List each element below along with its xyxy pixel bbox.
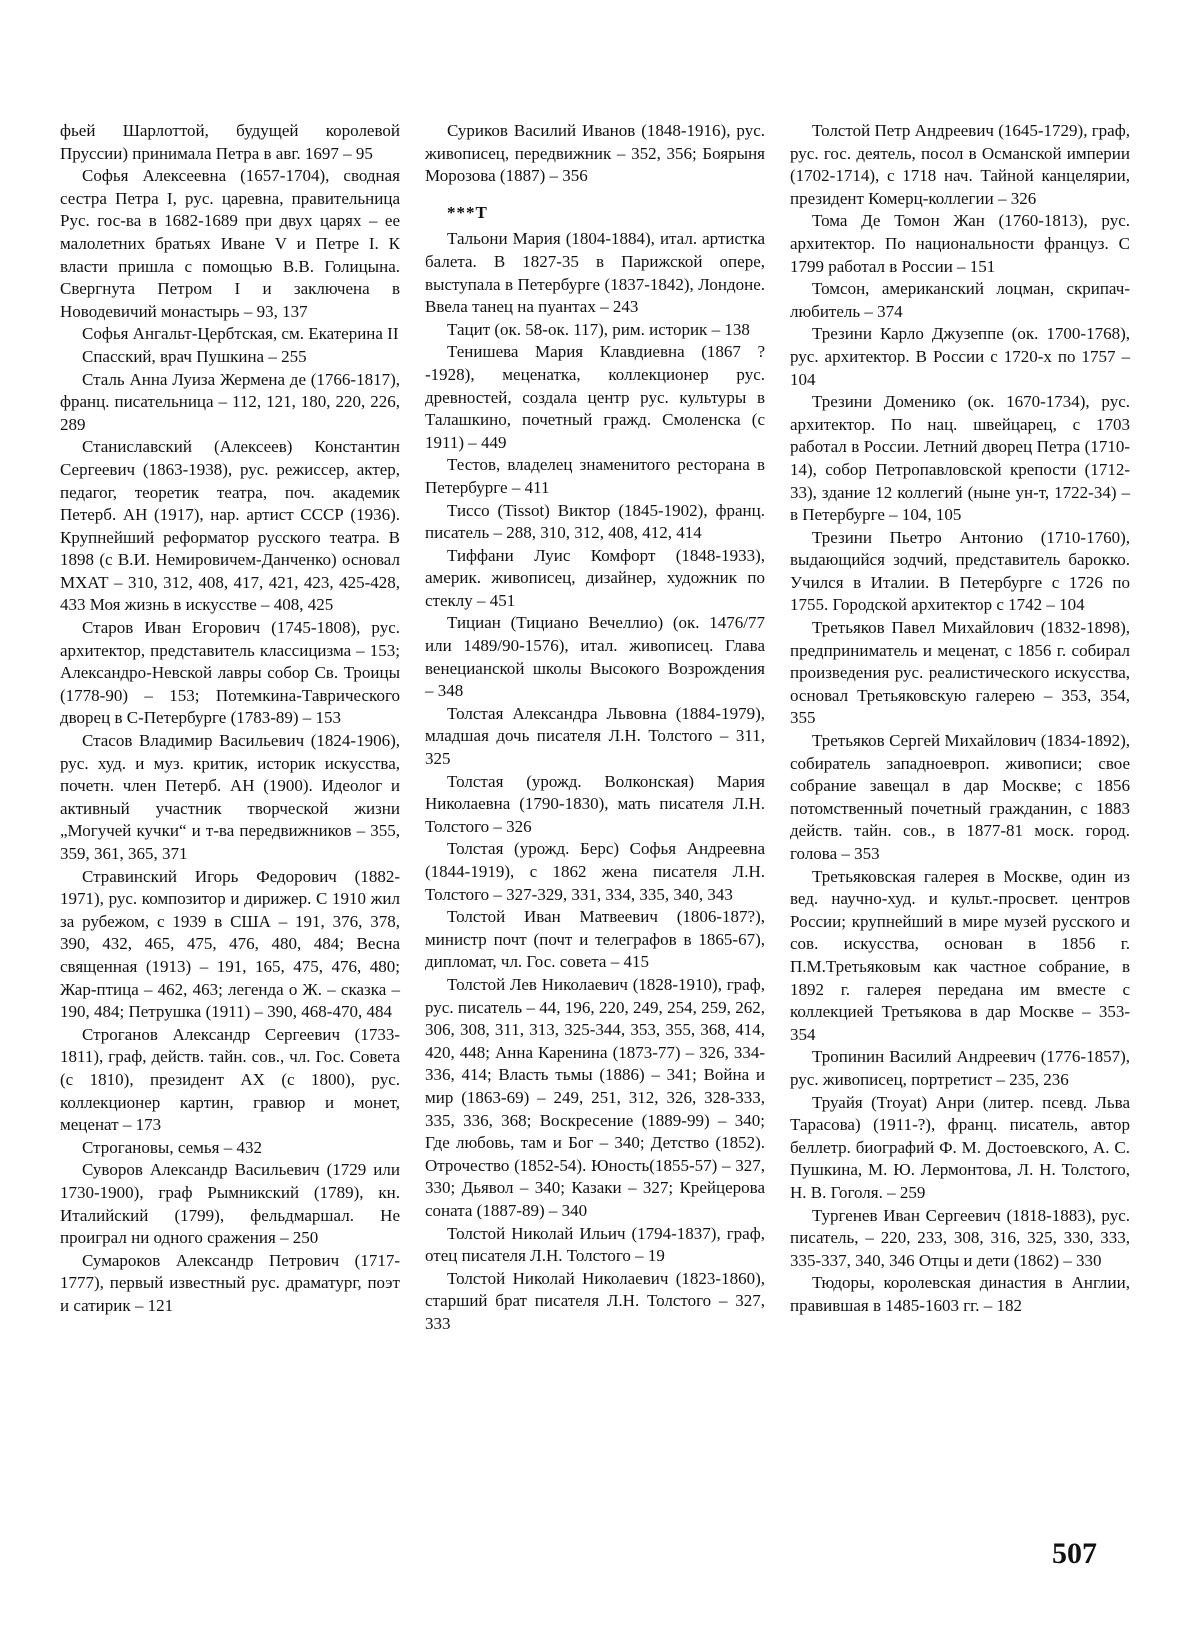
page-number: 507 [1052, 1537, 1097, 1570]
index-entry: Тенишева Мария Клавдиевна (1867 ?-1928), меценатка, коллекционер рус. древностей, создала центр рус. культуры в Талашкино, почетный гражд. Смоленска (с 1911) – 449 [425, 342, 765, 452]
index-entry: Стасов Владимир Васильевич (1824-1906), рус. худ. и муз. критик, историк искусства, почетн. член Петерб. АН (1900). Идеолог и активный участник творческой жизни „Могучей кучки“ и т-ва передвижников – 355, 359, 361, 365, 371 [60, 731, 400, 863]
index-entry: фьей Шарлоттой, будущей королевой Пруссии) принимала Петра в авг. 1697 – 95 [60, 121, 400, 163]
index-entry: Третьяков Сергей Михайлович (1834-1892), собиратель западноевроп. живописи; свое собрание завещал в дар Москве; с 1856 потомственный почетный гражданин, с 1883 действ. тайн. сов., в 1877-81 моск. город. голова – 353 [790, 731, 1130, 863]
index-entry: Толстой Иван Матвеевич (1806-187?), министр почт (почт и телеграфов в 1865-67), дипломат, чл. Гос. совета – 415 [425, 907, 765, 972]
index-entry: Толстая Александра Львовна (1884-1979), младшая дочь писателя Л.Н. Толстого – 311, 325 [425, 703, 765, 769]
index-entry: Толстой Петр Андреевич (1645-1729), граф, рус. гос. деятель, посол в Османской империи (1702-1714), с 1718 нач. Тайной канцелярии, президент Комерц-коллегии – 326 [790, 121, 1130, 208]
index-entry: Станиславский (Алексеев) Константин Сергеевич (1863-1938), рус. режиссер, актер, педагог, теоретик театра, поч. академик Петерб. АН (1917), нар. артист СССР (1936). Крупнейший реформатор русского театра. В 1898 (с В.И. Немировичем-Данченко) основал МХАТ – 310, 312, 408, 417, 421, 423, 425-428, 433 Моя жизнь в искусстве – 408, 425 [60, 437, 400, 615]
index-column-3 [790, 120, 1130, 1317]
index-entry: Толстой Николай Ильич (1794-1837), граф, отец писателя Л.Н. Толстого – 19 [425, 1223, 765, 1266]
index-entry: Тюдоры, королевская династия в Англии, правившая в 1485-1603 гг. – 182 [790, 1273, 1130, 1315]
index-entry: Тиффани Луис Комфорт (1848-1933), америк. живописец, дизайнер, художник по стеклу – 451 [425, 545, 765, 610]
index-entry: Строгановы, семья – 432 [82, 1137, 262, 1157]
index-entry: Сумароков Александр Петрович (1717-1777), первый известный рус. драматург, поэт и сатирик – 121 [60, 1250, 400, 1315]
index-column-2 [425, 120, 765, 1335]
index-entry: Спасский, врач Пушкина – 255 [82, 346, 307, 366]
index-entry: Толстая (урожд. Берс) Софья Андреевна (1844-1919), с 1862 жена писателя Л.Н. Толстого – 327-329, 331, 334, 335, 340, 343 [425, 839, 765, 904]
index-entry: Тома Де Томон Жан (1760-1813), рус. архитектор. По национальности француз. С 1799 работал в России – 151 [790, 211, 1130, 276]
index-entry: Томсон, американский лоцман, скрипач-любитель – 374 [790, 279, 1130, 321]
index-entry: Трезини Пьетро Антонио (1710-1760), выдающийся зодчий, представитель барокко. Учился в Италии. В Петербурге с 1726 по 1755. Городской архитектор с 1742 – 104 [790, 527, 1130, 615]
index-entry: Тацит (ок. 58-ок. 117), рим. историк – 138 [447, 319, 750, 339]
index-entry: Трезини Карло Джузеппе (ок. 1700-1768), рус. архитектор. В России с 1720-х по 1757 – 104 [790, 324, 1130, 389]
index-entry: Трезини Доменико (ок. 1670-1734), рус. архитектор. По нац. швейцарец, с 1703 работал в России. Летний дворец Петра (1710-14), собор Петропавловской крепости (1712-33), здание 12 коллегий (ныне ун-т, 1722-34) – в Петербурге – 104, 105 [790, 392, 1130, 525]
section-letter-heading: ***Т [447, 202, 488, 222]
index-entry: Третьяков Павел Михайлович (1832-1898), предприниматель и меценат, с 1856 г. собирал произведения рус. реалистического искусства, основал Третьяковскую галерею – 353, 354, 355 [790, 618, 1130, 728]
index-entry: Суворов Александр Васильевич (1729 или 1730-1900), граф Рымникский (1789), кн. Италийский (1799), фельдмаршал. Не проиграл ни одного сражения – 250 [60, 1160, 400, 1248]
index-entry: Толстая (урожд. Волконская) Мария Николаевна (1790-1830), мать писателя Л.Н. Толстого – 326 [425, 771, 765, 836]
index-entry: Труайя (Troyat) Анри (литер. псевд. Льва Тарасова) (1911-?), франц. писатель, автор беллетр. биографий Ф. М. Достоевского, А. С. Пушкина, М. Ю. Лермонтова, Л. Н. Толстого, Н. В. Гоголя. – 259 [790, 1092, 1130, 1202]
index-entry: Третьяковская галерея в Москве, один из вед. научно-худ. и культ.-просвет. центров России; крупнейший в мире музей русского и сов. искусства, основан в 1856 г. П.М.Третьяковым как частное собрание, в 1892 г. галерея передана им вместе с коллекцией Третьякова в дар Москве – 353-354 [790, 866, 1130, 1044]
index-entry: Тальони Мария (1804-1884), итал. артистка балета. В 1827-35 в Парижской опере, выступала в Петербурге (1837-1842), Лондоне. Ввела танец на пуантах – 243 [425, 229, 765, 317]
index-entry: Тициан (Тициано Вечеллио) (ок. 1476/77 или 1489/90-1576), итал. живописец. Глава венецианской школы Высокого Возрождения – 348 [425, 613, 765, 701]
index-entry: Тестов, владелец знаменитого ресторана в Петербурге – 411 [425, 455, 765, 497]
index-entry: Тургенев Иван Сергеевич (1818-1883), рус. писатель, – 220, 233, 308, 316, 325, 330, 333, 335-337, 340, 346 Отцы и дети (1862) – 330 [790, 1205, 1130, 1270]
index-entry: Сталь Анна Луиза Жермена де (1766-1817), франц. писательница – 112, 121, 180, 220, 226, 289 [60, 369, 400, 434]
index-entry: Строганов Александр Сергеевич (1733-1811), граф, действ. тайн. сов., чл. Гос. Совета (с 1810), президент АХ (с 1800), рус. коллекционер картин, гравюр и монет, меценат – 173 [60, 1024, 400, 1135]
index-column-1 [60, 120, 400, 1317]
index-entry: Софья Алексеевна (1657-1704), сводная сестра Петра I, рус. царевна, правительница Рус. гос-ва в 1682-1689 при двух царях – ее малолетних братьях Иване V и Петре I. К власти пришла с помощью В.В. Голицына. Свергнута Петром I и заключена в Новодевичий монастырь – 93, 137 [60, 166, 400, 321]
index-entry: Суриков Василий Иванов (1848-1916), рус. живописец, передвижник – 352, 356; Боярыня Морозова (1887) – 356 [425, 121, 765, 186]
index-entry: Стравинский Игорь Федорович (1882-1971), рус. композитор и дирижер. С 1910 жил за рубежом, с 1939 в США – 191, 376, 378, 390, 432, 465, 475, 476, 480, 484; Весна священная (1913) – 191, 165, 475, 476, 480; Жар-птица – 462, 463; легенда о Ж. – сказка – 190, 484; Петрушка (1911) – 390, 468-470, 484 [60, 866, 400, 1022]
index-entry: Старов Иван Егорович (1745-1808), рус. архитектор, представитель классицизма – 153; Александро-Невской лавры собор Св. Троицы (1778-90) – 153; Потемкина-Таврического дворец в С-Петербурге (1783-89) – 153 [60, 618, 400, 728]
index-entry: Софья Ангальт-Цербтская, см. Екатерина II [82, 324, 399, 344]
index-entry: Тиссо (Tissot) Виктор (1845-1902), франц. писатель – 288, 310, 312, 408, 412, 414 [425, 500, 765, 543]
index-entry: Толстой Николай Николаевич (1823-1860), старший брат писателя Л.Н. Толстого – 327, 333 [425, 1268, 765, 1333]
index-entry: Тропинин Василий Андреевич (1776-1857), рус. живописец, портретист – 235, 236 [790, 1047, 1130, 1089]
index-entry: Толстой Лев Николаевич (1828-1910), граф, рус. писатель – 44, 196, 220, 249, 254, 259, 262, 306, 308, 311, 313, 325-344, 353, 355, 368, 414, 420, 448; Анна Каренина (1873-77) – 326, 334-336, 414; Власть тьмы (1886) – 341; Война и мир (1863-69) – 249, 251, 312, 326, 328-333, 335, 336, 368; Воскресение (1889-99) – 340; Где любовь, там и Бог – 340; Детство (1852). Отрочество (1852-54). Юность(1855-57) – 327, 330; Дьявол – 340; Казаки – 327; Крейцерова соната (1887-89) – 340 [425, 974, 765, 1220]
